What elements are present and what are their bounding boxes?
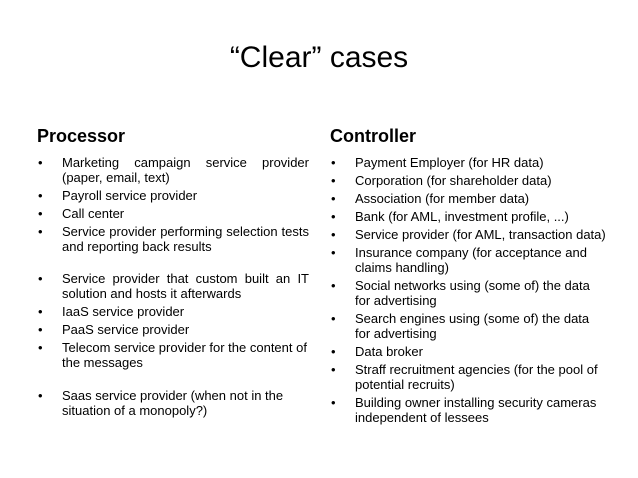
list-item-text: Data broker [355, 344, 423, 359]
controller-heading: Controller [330, 126, 417, 146]
list-item [330, 362, 606, 392]
list-item-text: Service provider (for AML, transaction data) [355, 227, 606, 242]
list-item-text: Service provider that custom built an IT solution and hosts it afterwards [62, 271, 309, 301]
bullet-icon: • [38, 322, 43, 337]
bullet-icon: • [38, 206, 43, 221]
list-item [37, 206, 309, 221]
list-item [330, 173, 606, 188]
controller-column [330, 125, 606, 428]
processor-column [37, 125, 309, 421]
list-item-text: Association (for member data) [355, 191, 530, 206]
list-item-text: Payment Employer (for HR data) [355, 155, 544, 170]
list-item [330, 278, 606, 308]
bullet-icon: • [38, 340, 43, 355]
list-item-text: Social networks using (some of) the data for advertising [355, 278, 590, 308]
list-item-text: Building owner installing security cameras independent of lessees [355, 395, 597, 425]
list-item-text: Telecom service provider for the content of the messages [62, 340, 307, 370]
processor-heading: Processor [37, 126, 126, 146]
list-item-text: Service provider performing selection tests and reporting back results [62, 224, 309, 254]
list-item [37, 188, 309, 203]
processor-list [37, 155, 309, 418]
bullet-icon: • [331, 227, 336, 242]
bullet-icon: • [38, 188, 43, 203]
list-item-text: Marketing campaign service provider (paper, email, text) [62, 155, 309, 185]
bullet-icon: • [331, 245, 336, 260]
bullet-icon: • [331, 311, 336, 326]
bullet-icon: • [331, 362, 336, 377]
list-item [37, 155, 309, 185]
list-item [330, 311, 606, 341]
list-item [37, 224, 309, 254]
bullet-icon: • [38, 155, 43, 170]
list-item [37, 271, 309, 301]
bullet-icon: • [331, 278, 336, 293]
controller-list [330, 155, 606, 425]
list-item-text: Search engines using (some of) the data for advertising [355, 311, 590, 341]
bullet-icon: • [331, 155, 336, 170]
list-item [330, 227, 606, 242]
list-item-text: IaaS service provider [62, 304, 185, 319]
list-item [37, 340, 309, 370]
bullet-icon: • [38, 271, 43, 286]
list-item [37, 304, 309, 319]
bullet-icon: • [38, 304, 43, 319]
list-item-text: Call center [62, 206, 125, 221]
list-item [330, 395, 606, 425]
slide-title: “Clear” cases [229, 41, 409, 74]
bullet-icon: • [38, 388, 43, 403]
list-item-text: Corporation (for shareholder data) [355, 173, 552, 188]
list-item-text: Saas service provider (when not in the situation of a monopoly?) [62, 388, 284, 418]
list-item [330, 245, 606, 275]
bullet-icon: • [331, 344, 336, 359]
list-item-text: Straff recruitment agencies (for the pool of potential recruits) [355, 362, 598, 392]
bullet-icon: • [331, 209, 336, 224]
list-item-text: Bank (for AML, investment profile, ...) [355, 209, 569, 224]
list-item-text: Payroll service provider [62, 188, 198, 203]
list-item [330, 191, 606, 206]
bullet-icon: • [331, 173, 336, 188]
list-item [330, 155, 606, 170]
list-item [330, 344, 606, 359]
list-item [330, 209, 606, 224]
list-item-text: Insurance company (for acceptance and claims handling) [355, 245, 587, 275]
bullet-icon: • [331, 395, 336, 410]
list-item [37, 388, 309, 418]
list-item-text: PaaS service provider [62, 322, 190, 337]
bullet-icon: • [331, 191, 336, 206]
list-item [37, 322, 309, 337]
bullet-icon: • [38, 224, 43, 239]
